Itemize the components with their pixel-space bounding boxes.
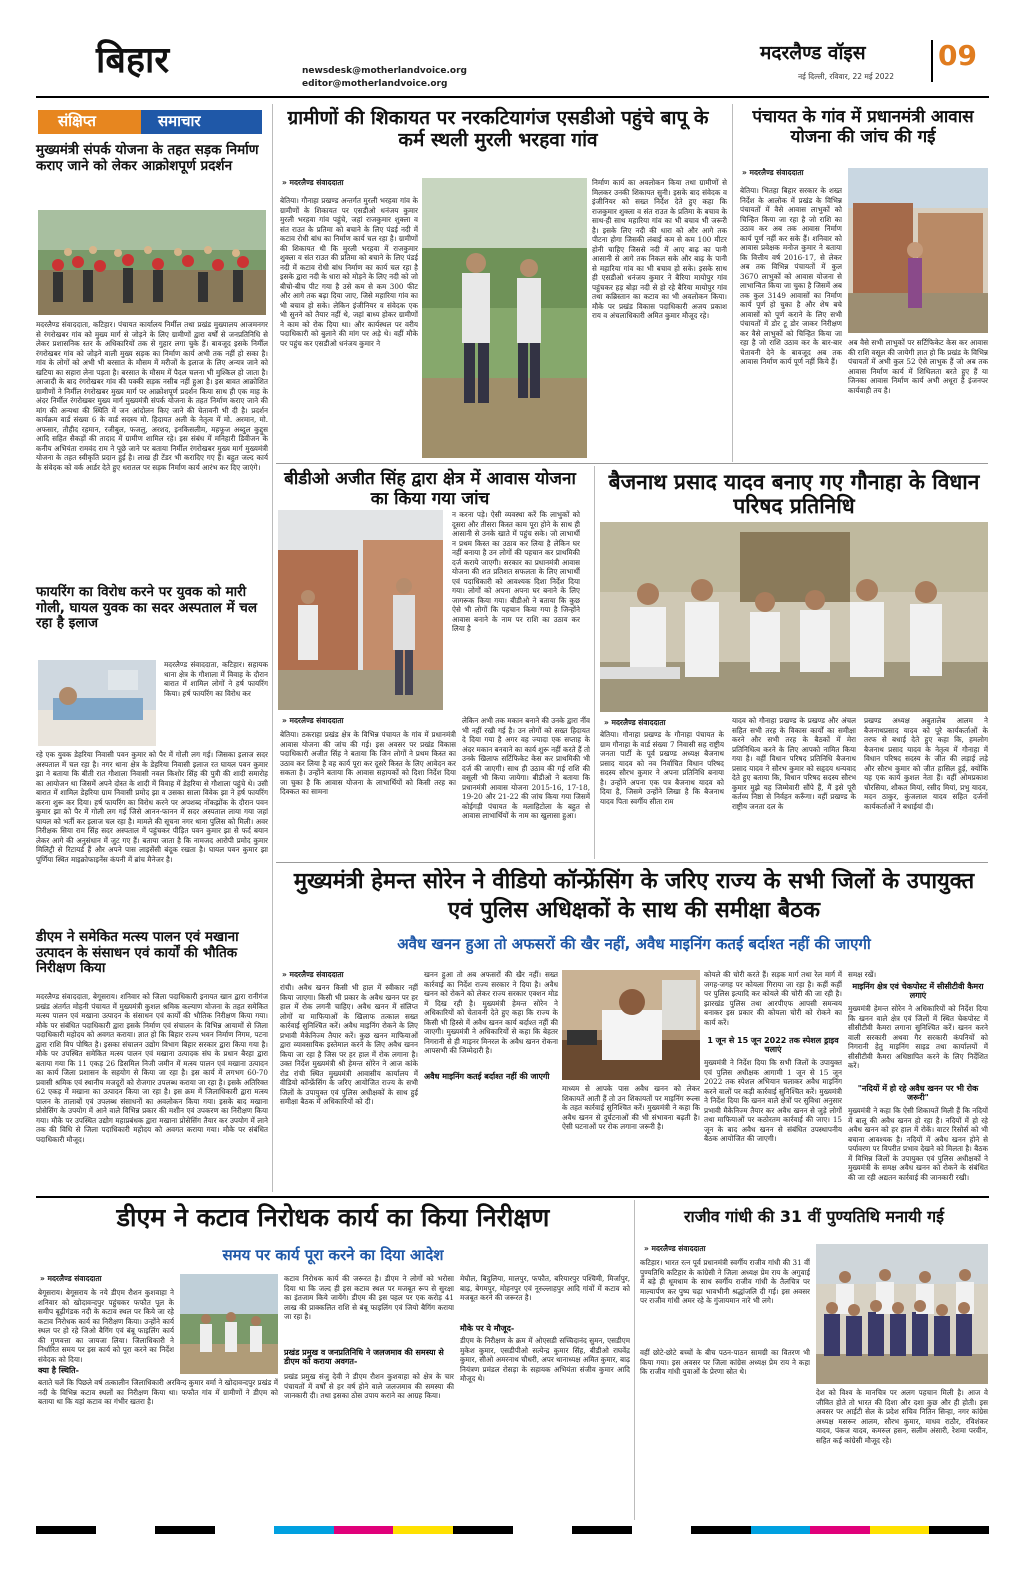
sdo-visit-photo (422, 178, 587, 458)
story1-col2: निर्माण कार्य का अवलोकन किया तथा ग्रामीणों से मिलकर उनकी शिकायत सुनी। इसके बाद संवेदक व इंजीनियर को सख्त निर्देश देते हुए कहा कि राजकुमार शुक्ला व संत राउत के प्रतिमा के बचाव के साथ-ही साथ महारिया गांव का भी बचाव भी जरूरी है। इसके लिए नदी की धारा को और आगे तक पीटना होगा जिसकी लंबाई कम से कम 100 मीटर होनी चाहिए जिससे नदी में आए बाढ़ का पानी आसानी से आगे तक निकल सके और बाढ़ के पानी से महारिया गांव का भी बचाव हो सके। इसके साथ ही एसडीओ धनंजय कुमार ने बैरिया मायोपुर गांव पहुंचकर हड़ बोड़ा नदी से हो रहे बैरिया मायोपुर गांव तथा कब्रिस्तान का कटाव का भी अवलोकन किया। मौके पर प्रखंड विकास पदाधिकारी अजय प्रकाश राय व अंचलाधिकारी अमित कुमार मौजूद रहे। (592, 178, 727, 320)
story6-subhead: समय पर कार्य पूरा करने का दिया आदेश (222, 1246, 444, 1264)
story3-byline: » मदरलैण्ड संवाददाता (282, 716, 344, 725)
newspaper-name: मदरलैण्ड वॉइस (760, 42, 866, 64)
story4-col2: यादव को गौनाहा प्रखण्ड के प्रखण्ड और अंचल सहित सभी तरह के विकास कार्यों का समीक्षा करने और सभी तरह के बैठकों में मेरा प्रतिनिधित्व करने के लिए आपको नामित किया गया है। वहीं विधान परिषद प्रतिनिधि बैजनाथ प्रसाद यादव ने सौरभ कुमार को सहृदय धन्यवाद देते हुए बताया कि, विधान परिषद सदस्य सौरभ कुमार मुझे यह जिम्मेवारी सौंपे हैं, मैं इसे पूरी कर्तव्य निष्ठा से निर्वहन करूँगा। वहीं प्रखण्ड के राष्ट्रीय जनता दल के (732, 716, 856, 811)
story5-col4b: मुख्यमंत्री ने निर्देश दिया कि सभी जिलों के उपायुक्त एवं पुलिस अधीक्षक आगामी 1 जून से 15 जून 2022 तक स्पेशल अभियान चलाकर अवैध माइनिंग करने वालों पर कड़ी कार्रवाई सुनिश्चित करें। मुख्यमंत्री ने निर्देश दिया कि खनन वाले क्षेत्रों पर सुविधा अनुसार प्रभावी मैकेनिज्म तैयार कर अवैध खनन से जुड़े लोगों तथा माफियाओं पर कठोरतम कार्रवाई की जाए। 15 जून के बाद अवैध खनन से संबंधित उपस्थापनीय बैठक आयोजित की जाएगी। (704, 1058, 842, 1143)
story5-sub3: माइनिंग क्षेत्र एवं चेकपोस्ट में सीसीटीवी कैमरा लगाएं (852, 982, 984, 1001)
story2-byline: » मदरलैण्ड संवाददाता (742, 168, 804, 177)
story6-col1b: बताते चलें कि पिछले वर्ष तत्कालीन जिलाधिकारी अरविन्द कुमार वर्मा ने खोदावन्दपुर प्रखंड में नदी के विभिन्न कटाव स्थलों का निरीक्षण किया था। फफौत गांव में ग्रामीणों ने डीएम को बताया था कि यहां कटाव का गंभीर खतरा है। (38, 1378, 278, 1406)
brief-label-1: संक्षिप्त (58, 112, 96, 130)
story6-sub1: क्या है स्थिति- (38, 1366, 79, 1375)
newsdesk-email[interactable]: newsdesk@motherlandvoice.org (302, 66, 467, 76)
story6-col1: बेगूसराय। बेगूसराय के नये डीएम रौशन कुशवाहा ने शनिवार को खोदावन्दपुर पहुंचकर फफौत पूल के समीप बूढ़ीगंडक नदी के कटाव स्थल पर किये जा रहे कटाव निरोधक कार्य का निरीक्षण किया। उन्होंने कार्य स्थल पर हो रहे जिओ बैगिंग एवं बंबू फाइलिंग कार्य की गुणवत्ता का जायजा लिया। जिलाधिकारी ने निर्धारित समय पर इस कार्य को पूरा करने का निर्देश संवेदक को दिया। (38, 1288, 174, 1364)
tribute-children-photo (816, 1244, 988, 1384)
brief-3-headline: डीएम ने समेकित मत्स्य पालन एवं मखाना उत्पादन के संसाधन एवं कार्यों की भौतिक निरीक्षण किया (36, 929, 239, 977)
story4-byline-text: मदरलैण्ड संवाददाता (611, 718, 666, 727)
story3-byline-text: मदरलैण्ड संवाददाता (289, 716, 344, 725)
story2-headline: पंचायत के गांव में प्रधानमंत्री आवास योजना की जांच की गई (752, 107, 974, 147)
page-number-divider (931, 40, 933, 82)
story5-col2: खनन हुआ तो अब अफसरों की खैर नहीं। सख्त कार्रवाई का निर्देश राज्य सरकार ने दिया है। अवैध खनन को रोकने को लेकर राज्य सरकार एक्शन मोड में दिख रही है। मुख्यमंत्री हेमन्त सोरेन ने अधिकारियों को चेतावनी देते हुए कहा कि राज्य के किसी भी हिस्से में अवैध खनन कार्य बर्दाश्त नहीं की जाएगी। मुख्यमंत्री ने अधिकारियों से कहा कि बेहतर निगरानी से ही माइनर मिनरल के अवैध खनन रोकना आपसभी की जिम्मेदारी है। (424, 970, 558, 1055)
story3-col1: बेतिया। ठकराहा प्रखंड क्षेत्र के विभिन्न पंचायत के गांव में प्रधानमंत्री आवास योजना की जांच की गई। इस अवसर पर प्रखंड विकास पदाधिकारी अजीत सिंह ने बताया कि जिन लोगों ने प्रथम किस्त का उठाव कर लिया है वह कार्य पूरा कर दूसरे किस्त के लिए आवेदन कर सकता है। उन्होंने बताया कि आवास सहायकों को दिशा निर्देश दिया जा चुका है कि आवास योजना के लाभार्थियों को किसी तरह का दिक्कत का सामना (280, 730, 456, 796)
brief-1-body: मदरलैण्ड संवाददाता, कटिहार। पंचायत कार्यालय निर्मील तथा प्रखंड मुख्यालय आजमनगर से रंगरोखबर गांव को मुख्य मार्ग से जोड़ने के लिए ग्रामीणों द्वारा वर्षों से जनप्रतिनिधि से लेकर प्रशासनिक स्तर के अधिकारियों तक से गुहार लगा चुके हैं। बावजूद इसके निर्मील रंगरोखबर गांव को जोड़ने वाली मुख्य सड़क का निर्माण कार्य अभी तक नहीं हो सका है। गांव के लोगों को अभी भी बरसात के मौसम में मरीजों के इलाज के लिए अन्यत्र जाने को खटिया का सहारा लेना पड़ता है। बरसात के मौसम में पैदल चलना भी मुश्किल हो जाता है। आजादी के बाद रंगरोखबर गांव की पक्की सड़क नसीब नहीं हुआ है। इस बावत आक्रोशित ग्रामीणों ने निर्मील रंगरोखबर मुख्य मार्ग पर आक्रोशपूर्ण प्रदर्शन किया साथ ही एक माह के अंदर निर्मील रंगरोखबर मुख्य मार्ग मुख्यमंत्री संपर्क योजना के तहत निर्माण कराए जाने की मांग की अन्यथा की स्थिति में जन आंदोलन किए जाने की चेतावनी भी दी है। प्रदर्शन कार्यक्रम वार्ड संख्या 6 के वार्ड सदस्य मो. हिदायत अली के नेतृत्व में मो. अरमान, मो. अफसार, तौहीद रहमान, रजीबुल, फजलु, अरशद, इनकिसलीम, महफूज अब्दुल कुद्दुस आदि सहित सैकड़ों की तादाद में ग्रामीण शामिल रहे। इस संबंध में मनिहारी डिवीजन के कनीय अभियंता रामवंद राम ने पूछे जाने पर बताया निर्मील रंगरोखबर मुख्य मार्ग मुख्यमंत्री योजना के तहत स्वीकृति प्रदान हुई है। लाख ही टेंडर भी करादिए गए हैं। बहुत जल्द कार्य के संवेदक को वर्क आर्डर देते हुए धरातल पर सड़क निर्माण कार्य आरंभ कर दिए जाएंगे। (36, 320, 268, 472)
story1-byline-text: मदरलैण्ड संवाददाता (289, 178, 344, 187)
story7-byline-text: मदरलैण्ड संवाददाता (651, 1244, 706, 1253)
story5-sub2: 1 जून से 15 जून 2022 तक स्पेशल ड्राइव चलाएं (707, 1036, 839, 1055)
story1-col1: बेतिया। गौनाहा प्रखण्ड अन्तर्गत मुरली भरहवा गांव के ग्रामीणों के शिकायत पर एसडीओ धनंजय कुमार मुरली भरहवा गांव पहुंचे, जहां राजकुमार शुक्ला व संत राउत के प्रतिमा को बचाने के लिए पंडई नदी में कटाव रोधी बांध का निर्माण कार्य चल रहा है। ग्रामीणों की शिकायत थी कि मुरली भरहवा में राजकुमार शुक्ला व संत राउत की प्रतिमा को बचाने के लिए पंडई नदी में कटाव रोधी बांध निर्माण का कार्य चल रहा है इसके द्वारा नदी के धारा को मोड़ने के लिए नदी को जो बीचो-बीच पीट गया है उसे कम से कम 300 फीट और आगे तक बढ़ा दिया जाए, जिसे महारिया गांव का भी बचाव हो सके। लेकिन इंजीनियर व संवेदक एक भी सुनने को तैयार नहीं थे, जहां बाध्य होकर ग्रामीणों ने काम को रोक दिया था। और कार्यस्थल पर वरीय पदाधिकारी को बुलाने की मांग पर अड़े थे। वहीं मौके पर पहुंच कर एसडीओ धनंजय कुमार ने (280, 196, 418, 348)
story6-sub3: मौके पर ये मौजूद- (460, 1324, 515, 1333)
protest-photo (38, 210, 266, 315)
story6-byline-text: मदरलैण्ड संवाददाता (47, 1274, 102, 1283)
story7-byline: » मदरलैण्ड संवाददाता (644, 1244, 706, 1253)
representative-meeting-photo (600, 522, 988, 712)
section-title: बिहार (96, 40, 170, 81)
story6-sub2: प्रखंड प्रमुख व जनप्रतिनिधि ने जलजमाव की समस्या से डीएम को कराया अवगत- (284, 1348, 444, 1367)
section-rule (276, 862, 988, 863)
hospital-photo (38, 660, 156, 746)
story2-col1: बेतिया। भितहा बिहार सरकार के शख्त निर्देश के आलोक में प्रखंड के विभिन्न पंचायतों में वैसे आवास लाभुकों को चिन्हित किया जा रहा है जो राशि का उठाव कर अब तक आवास निर्माण कार्य पूर्ण नहीं कर सके हैं। शनिवार को आवास प्रवेक्षक मनोज कुमार ने बताया कि वित्तीय वर्ष 2016-17, से लेकर अब तक विभिन्न पंचायतों में कुल 3670 लाभुकों को आवास योजना से लाभान्वित किया जा चुका है जिसमें अब तक कुल 3149 आवासों का निर्माण कार्य पूर्ण हो चुका है और शेष बचे आवासों को पूर्ण कराने के लिए सभी पंचायतों में डोर टू डोर जाकर निरीक्षण कर वैसे लाभुकों को चिन्हित किया जा रहा है जो राशि उठाव कर के बार-बार चेतावनी देने के बावजूद अब तक आवास निर्माण कार्य पूर्ण नहीं किये हैं। (740, 186, 842, 366)
masthead-rule (36, 96, 989, 98)
story5-photo-text: माध्यम से आपके पास अवैध खनन को लेकर शिकायतें आती हैं तो उन शिकायतों पर माइनिंग रूल्स के तहत कार्रवाई सुनिश्चित करें। मुख्यमंत्री ने कहा कि अवैध खनन से दुर्घटनाओं की भी संभावना बढ़ती है। ऐसी घटनाओं पर रोक लगाना जरूरी है। (562, 1084, 700, 1131)
story5-sub4: "नदियों में हो रहे अवैध खनन पर भी रोक जरूरी" (857, 1084, 979, 1103)
editor-email[interactable]: editor@motherlandvoice.org (302, 79, 448, 89)
story1-byline: » मदरलैण्ड संवाददाता (282, 178, 344, 187)
story5-col5b: मुख्यमंत्री हेमन्त सोरेन ने अधिकारियों को निर्देश दिया कि खनन वाले क्षेत्र एवं जिलों में स्थित चेकपोस्ट में सीसीटीवी कैमरा लगाना सुनिश्चित करें। खनन करने वाली सरकारी अथवा गैर सरकारी कंपनियों को निगरानी हेतु माइनिंग साइड तथा कार्यालयों में सीसीटीवी कैमरा अधिष्ठापित करने के लिए निर्देशित करें। (848, 1004, 988, 1070)
story6-col3b: डीएम के निरीक्षण के क्रम में ओएसडी सच्चिदानंद सुमन, एसडीएम मुकेश कुमार, एसडीपीओ सत्येन्द्र कुमार सिंह, बीडीओ राघवेंद्र कुमार, सीओ अमरनाथ चौधरी, अपर थानाध्यक्ष अमित कुमार, बाढ़ नियंत्रण प्रमंडल रोसड़ा के सहायक अभियंता संजीव कुमार आदि मौजूद थे। (460, 1336, 630, 1383)
story1-headline: ग्रामीणों की शिकायत पर नरकटियागंज एसडीओ पहुंचे बापू के कर्म स्थली मुरली भरहवा गांव (287, 107, 709, 151)
story5-subhead: अवैध खनन हुआ तो अफसरों की खैर नहीं, अवैध माइनिंग कतई बर्दाश्त नहीं की जाएगी (397, 935, 871, 953)
story5-col1: रांची। अवैध खनन किसी भी हाल में स्वीकार नहीं किया जाएगा। किसी भी प्रकार के अवैध खनन पर हर हाल में रोक लगनी चाहिए। अवैध खनन में संलिप्त लोगों या माफियाओं के खिलाफ तत्काल सख्त कार्रवाई सुनिश्चित करें। अवैध माइनिंग रोकने के लिए प्रभावी मैकेनिज्म तैयार करें। कुछ खनन माफियाओं द्वारा व्यावसायिक इस्तेमाल करने के लिए अवैध खनन किया जा रहा है जिस पर हर हाल में रोक लगाना है। उक्त निर्देश मुख्यमंत्री श्री हेमन्त सोरेन ने आज कांके रोड रांची स्थित मुख्यमंत्री आवासीय कार्यालय में वीडियो कॉन्फ्रेंसिंग के जरिए आयोजित राज्य के सभी जिलों के उपायुक्त एवं पुलिस अधीक्षकों के साथ हुई समीक्षा बैठक में अधिकारियों को दी। (280, 983, 418, 1106)
story3-side: न करना पड़े। ऐसी व्यवस्था करें कि लाभुकों को दूसरा और तीसरा किस्त काम पूरा होने के साथ ही आसानी से उनके खाते में पहुंच सके। जो लाभार्थी न प्रथम किस्त का उठाव कर लिया है लेकिन घर नहीं बनाया है उन लोगों की पहचान कर प्राथमिकी दर्ज कराये जाएगी। सरकार का प्रधानमंत्री आवास योजना की शत प्रतिशत सफलता के लिए लाभार्थी एवं पदाधिकारी को आवश्यक दिशा निर्देश दिया गया। लोगों को अपना अपना घर बनाने के लिए जागरूक किया गया। बीडीओ ने बताया कि कुछ ऐसे भी लोगों कि पहचान किया गया है जिन्होंने आवास बनाने के नाम पर राशि का उठाव कर लिया है (452, 510, 580, 633)
story6-col2b: प्रखंड प्रमुख संजु देवी ने डीएम रौशन कुशवाहा को क्षेत्र के चार पंचायतों में वर्षों से हर वर्ष होने वाले जलजमाव की समस्या की जानकारी दी। तथा इसका ठोस उपाय कराने का आग्रह किया। (284, 1372, 454, 1400)
story5-sub1: अवैध माइनिंग कतई बर्दाश्त नहीं की जाएगी (424, 1072, 550, 1081)
story6-col2: कटाव निरोधक कार्य की जरूरत है। डीएम ने लोगों को भरोसा दिया था कि जल्द ही इस कटाव स्थल पर मजबूत रूप से सुरक्षा का इंतजाम किये जायेंगे। डीएम की इस पहल पर एक करोड़ 41 लाख की प्राक्कलित राशि से बंबू फाइलिंग एवं जियो बैगिंग कराया जा रहा है। (284, 1274, 454, 1321)
brief-2-body: रहे एक युवक डेहरिया निवासी पवन कुमार को पैर में गोली लग गई। जिसका इलाज सदर अस्पताल में चल रहा है। नगर थाना क्षेत्र के डेहरिया निवासी इलाज रत घायल पवन कुमार झा ने बताया कि बीती रात गौशाला निवासी नवल किशोर सिंह की पुत्री की शादी समारोह का आयोजन था जिसमें अपने दोस्त के शादी में विवाह में डेहरिया से गौशाला पहुंचे थे। उसी बारात में शामिल डेहरिया ग्राम निवासी प्रमोद झा व उसका साला विवेक झा ने हर्ष फायरिंग करना शुरू कर दिया। हर्ष फायरिंग का विरोध करने पर अपशब्द नोंकझोंक के दौरान पवन कुमार झा को पैर में गोली लग गई जिसे आनन-फानन में सदर अस्पताल लाया गया जहां घायल को भर्ती कर इलाज चल रहा है। मामले की सूचना नगर थाना पुलिस को मिली। अवर निरीक्षक सिया राम सिंह सदर अस्पताल में पहुंचकर पीड़ित पवन कुमार झा से फर्द बयान लेकर आगे की अनुसंधान में जुट गए हैं। बताया जाता है कि नामजद आरोपी प्रमोद कुमार मिलिट्री से रिटायर्ड हैं और अपने पास लाइसेंसी बंदूक रखता है। घायल पवन कुमार झा पूर्णिया स्थित माइक्रोफाइनेंस कंपनी में ब्रांच मैनेजर है। (36, 750, 268, 864)
story7-col2: देश को विश्व के मानचित्र पर अलग पहचान मिली है। आज वे जीवित होते तो भारत की दिशा और दशा कुछ और ही होती। इस अवसर पर आईटी सेल के प्रदेश सचिव नितिन सिन्हा, नगर कांग्रेस अध्यक्ष मसरूर आलम, सौरभ कुमार, माधव राठौर, रविशंकर यादव, पंकज यादव, कमरुल हसन, सलीम अंसारी, रेशमा परवीन, सहित कई कांग्रेसी मौजूद रहे। (816, 1388, 988, 1445)
housing-inspection-photo (848, 168, 988, 333)
story5-col4: कोयले की चोरी करते हैं। सड़क मार्ग तथा रेल मार्ग में जगह-जगह पर कोयला गिराया जा रहा है। कहीं कहीं पर पुलिस इत्यादि कर कोयले की चोरी की जा रही है। झारखंड पुलिस तथा आरपीएफ आपसी समन्वय बनाकर इस प्रकार की कोयला चोरी को रोकने का कार्य करें। (704, 970, 842, 1027)
column-divider (594, 466, 595, 859)
brief-2-headline: फायरिंग का विरोध करने पर युवक को मारी गोली, घायल युवक का सदर अस्पताल में चल रहा है इलाज (36, 584, 257, 632)
story3-col2: लेकिन अभी तक मकान बनाने की उनके द्वारा नींव भी नहीं रखी गई है। उन लोगों को सख्त हिदायत दे दिया गया है अगर वह ज्यादा एक सप्ताह के अंदर मकान बनवाने का कार्य शुरू नहीं करते हैं तो उनके खिलाफ सर्टिफिकेट केस कर प्राथमिकी भी दर्ज की जाएगी। साथ ही उठाव की गई राशि की वसूली भी किया जायेगा। बीडीओ ने बताया कि प्रधानमंत्री आवास योजना 2015-16, 17-18, 19-20 और 21-22 की जांच किया गया जिसमें कोईगड़ी पंचायत के मलाहिटोला के बहुत से आवास लाभार्थियों के नाम का खुलासा हुआ। (462, 716, 590, 820)
bottom-section-rule (36, 1196, 989, 1198)
column-divider (634, 1200, 635, 1520)
brief-2-body-right: मदरलैण्ड संवाददाता, कटिहार। सहायक थाना क्षेत्र के गौशाला में विवाह के दौरान बारात में शामिल लोगों ने हर्ष फायरिंग किया। हर्ष फायरिंग का विरोध कर (164, 660, 268, 698)
story6-col3: मेघौल, बिदुलिया, मालपुर, फफौत, बरियारपुर पश्चिमी, मिर्जापुर, बाढ़, बेगमपुर, मोहनपुर एवं नूरुल्लाहपुर आदि गांवों में कटाव को मजबूत करने की जरूरत है। (460, 1274, 630, 1302)
story4-col3: प्रखण्ड अध्यक्ष अबुतालेब आलम ने बैजनाथप्रसाद यादव को पूरे कार्यकर्ताओं के तरफ से बधाई देते हुए कहा कि, हमलोग बैजनाथ प्रसाद यादव के नेतृत्व में गौनाहा में विधान परिषद सदस्य के जीत की लड़ाई लड़े और सौरभ कुमार को जीत हासिल हुई, क्योंकि यह एक कार्य कुशल नेता हैं। वहीं ओमप्रकाश चौरसिया, शौकत मियां, रसीद मियां, प्रभु यादव, मदन ठाकुर, कुंजलाल यादव सहित दर्जनों कार्यकर्ताओं ने बधाईयां दी। (864, 716, 988, 811)
story2-byline-text: मदरलैण्ड संवाददाता (749, 168, 804, 177)
column-divider (732, 104, 733, 462)
story5-col5c: मुख्यमंत्री ने कहा कि ऐसी शिकायतें मिली हैं कि नदियों में बालू की अवैध खनन हो रहा है। नदियों में हो रहे अवैध खनन को हर हाल में रोकें। वाटर रिसोर्स को भी बचाना आवश्यक है। नदियों में अवैध खनन होने से पर्यावरण पर विपरीत प्रभाव देखने को मिलता है। बैठक में विभिन्न जिलों के उपायुक्त एवं पुलिस अधीक्षकों ने मुख्यमंत्री के समक्ष अवैध खनन को रोकने के संबंधित की जा रही अद्यतन कार्रवाई की जानकारी रखी। (848, 1106, 988, 1182)
story7-col1: कटिहार। भारत रत्न पूर्व प्रधानमंत्री स्वर्गीय राजीव गांधी की 31 वीं पुण्यतिथि कटिहार के कांग्रेसी ने जिला अध्यक्ष प्रेम राय के अगुवाई में बड़े ही धूमधाम के साथ स्वर्गीय राजीव गांधी के तैलचित्र पर माल्यार्पण कर पुष्प चढ़ा भावभीनी श्रद्धांजलि दी गई। इस अवसर पर राजीव गांधी अमर रहे के गुंजायमान नारे भी लगे। (640, 1258, 810, 1305)
story5-byline: » मदरलैण्ड संवाददाता (282, 970, 344, 979)
story7-headline: राजीव गांधी की 31 वीं पुण्यतिथि मनायी गई (684, 1207, 944, 1226)
story2-col2: अब वैसे सभी लाभुकों पर सर्टिफिकेट केस कर आवास की राशि वसूल की जायेगी ज्ञात हो कि प्रखंड के विभिन्न पंचायतों में अभी कुल 52 ऐसे लाभुक हैं जो अब तक आवास निर्माण कार्य में शिथिलता बरते हुए हैं या जिनका आवास निर्माण कार्य अभी अधूरा है इंजनपर कार्यवाही तय है। (848, 338, 988, 395)
brief-1-headline: मुख्यमंत्री संपर्क योजना के तहत सड़क निर्माण कराए जाने को लेकर आक्रोशपूर्ण प्रदर्शन (36, 142, 259, 174)
story4-headline: बैजनाथ प्रसाद यादव बनाए गए गौनाहा के विधान परिषद प्रतिनिधि (608, 470, 980, 519)
story6-byline: » मदरलैण्ड संवाददाता (40, 1274, 102, 1283)
story5-byline-text: मदरलैण्ड संवाददाता (289, 970, 344, 979)
print-color-bar (36, 1526, 989, 1534)
column-divider (272, 104, 273, 1192)
story4-col1: बेतिया। गौनाहा प्रखण्ड के गौनाहा पंचायत के ग्राम गौनाहा के वार्ड संख्या 7 निवासी सह राष्ट्रीय जनता पार्टी के पूर्व प्रखण्ड अध्यक्ष बैजनाथ प्रसाद यादव को नव निर्वाचित विधान परिषद सदस्य सौरभ कुमार ने अपना प्रतिनिधि बनाया है। उन्होंने अपना एक पत्र बैजनाथ यादव को दिया है, जिसमे उन्होंने लिखा है कि बैजनाथ यादव पिता स्वर्गीय सीता राम (600, 730, 724, 806)
story3-headline: बीडीओ अजीत सिंह द्वारा क्षेत्र में आवास योजना का किया गया जांच (284, 469, 576, 509)
cm-video-conference-photo (562, 970, 700, 1080)
story6-headline: डीएम ने कटाव निरोधक कार्य का किया निरीक्षण (116, 1203, 550, 1232)
story5-col5: समक्ष रखें। (848, 970, 877, 979)
section-rule (276, 463, 988, 464)
dateline: नई दिल्ली, रविवार, 22 मई 2022 (798, 72, 895, 81)
story7-col1b: वहीं छोटे-छोटे बच्चों के बीच पठन-पाठन सामग्री का वितरण भी किया गया। इस अवसर पर जिला कांग्रेस अध्यक्ष प्रेम राय ने कहा कि राजीव गांधी युवाओं के प्रेरणा स्रोत थे। (640, 1348, 810, 1376)
erosion-site-photo (180, 1274, 278, 1374)
bdo-inspection-photo (278, 510, 443, 710)
brief-3-body: मदरलैण्ड संवाददाता, बेगूसराय। शनिवार को जिला पदाधिकारी इनायत खान द्वारा रानीगंज प्रखंड अंतर्गत मोहनी पंचायत में मुख्यमंत्री कुशल श्रमिक कल्याण योजना के तहत समेकित मत्स्य पालन एवं मखाना उत्पादन के संसाधन एवं कार्यों की भौतिक निरीक्षण किया गया। मौके पर संबंधित पदाधिकारी द्वारा इसके निर्माण एवं संचालन के विभिन्न आयामों से जिला पदाधिकारी महोदय को अवगत कराया। ज्ञात हो कि बिहार राज्य भवन निर्माण निगम, पटना द्वारा राशि विप पोषित है। इसका संचालन उद्योग विभाग बिहार सरकार द्वारा किया गया है। मौके पर उपस्थित समेकित मत्स्य पालन एवं मखाना उत्पादक संघ के प्रधान बैरहा द्वारा बताया गया कि 11 एकड़ 26 डिसमिल निजी जमीन में मत्स्य पालन एवं मखाना उत्पादन का कार्य जिला प्रशासन के सहयोग से किया जा रहा है। इस कार्य में लगभग 60-70 प्रवासी श्रमिक एवं स्थानीय मजदूरों को रोजगार उपलब्ध कराया जा रहा है। इसके अतिरिक्त 62 एकड़ में मखाना का उत्पादन किया जा रहा है। इस क्रम में जिलाधिकारी द्वारा मत्स्य पालन के तालाबों एवं उपलब्ध संसाधनों का अवलोकन किया गया। इसके बाद मखाना प्रोसेसिंग के उपयोग में आने वाले विभिन्न प्रकार की मशीन एवं उपकरण का निरीक्षण किया गया। मौके पर उपस्थित उद्योग महाप्रबंधक द्वारा मखाना प्रोसेसिंग तैयार कर उपयोग में लाने तक की विधि से जिला पदाधिकारी महोदय को अवगत कराया गया। मौके पर संबंधित पदाधिकारी मौजूद। (36, 992, 268, 1144)
story4-byline: » मदरलैण्ड संवाददाता (604, 718, 666, 727)
page-number: 09 (938, 39, 977, 72)
story5-headline: मुख्यमंत्री हेमन्त सोरेन ने वीडियो कॉन्फ्रेंसिंग के जरिए राज्य के सभी जिलों के उपायुक्त एवं पुलिस अधिक्षकों के साथ की समीक्षा बैठक (293, 869, 975, 923)
brief-label-2: समाचार (158, 112, 201, 130)
